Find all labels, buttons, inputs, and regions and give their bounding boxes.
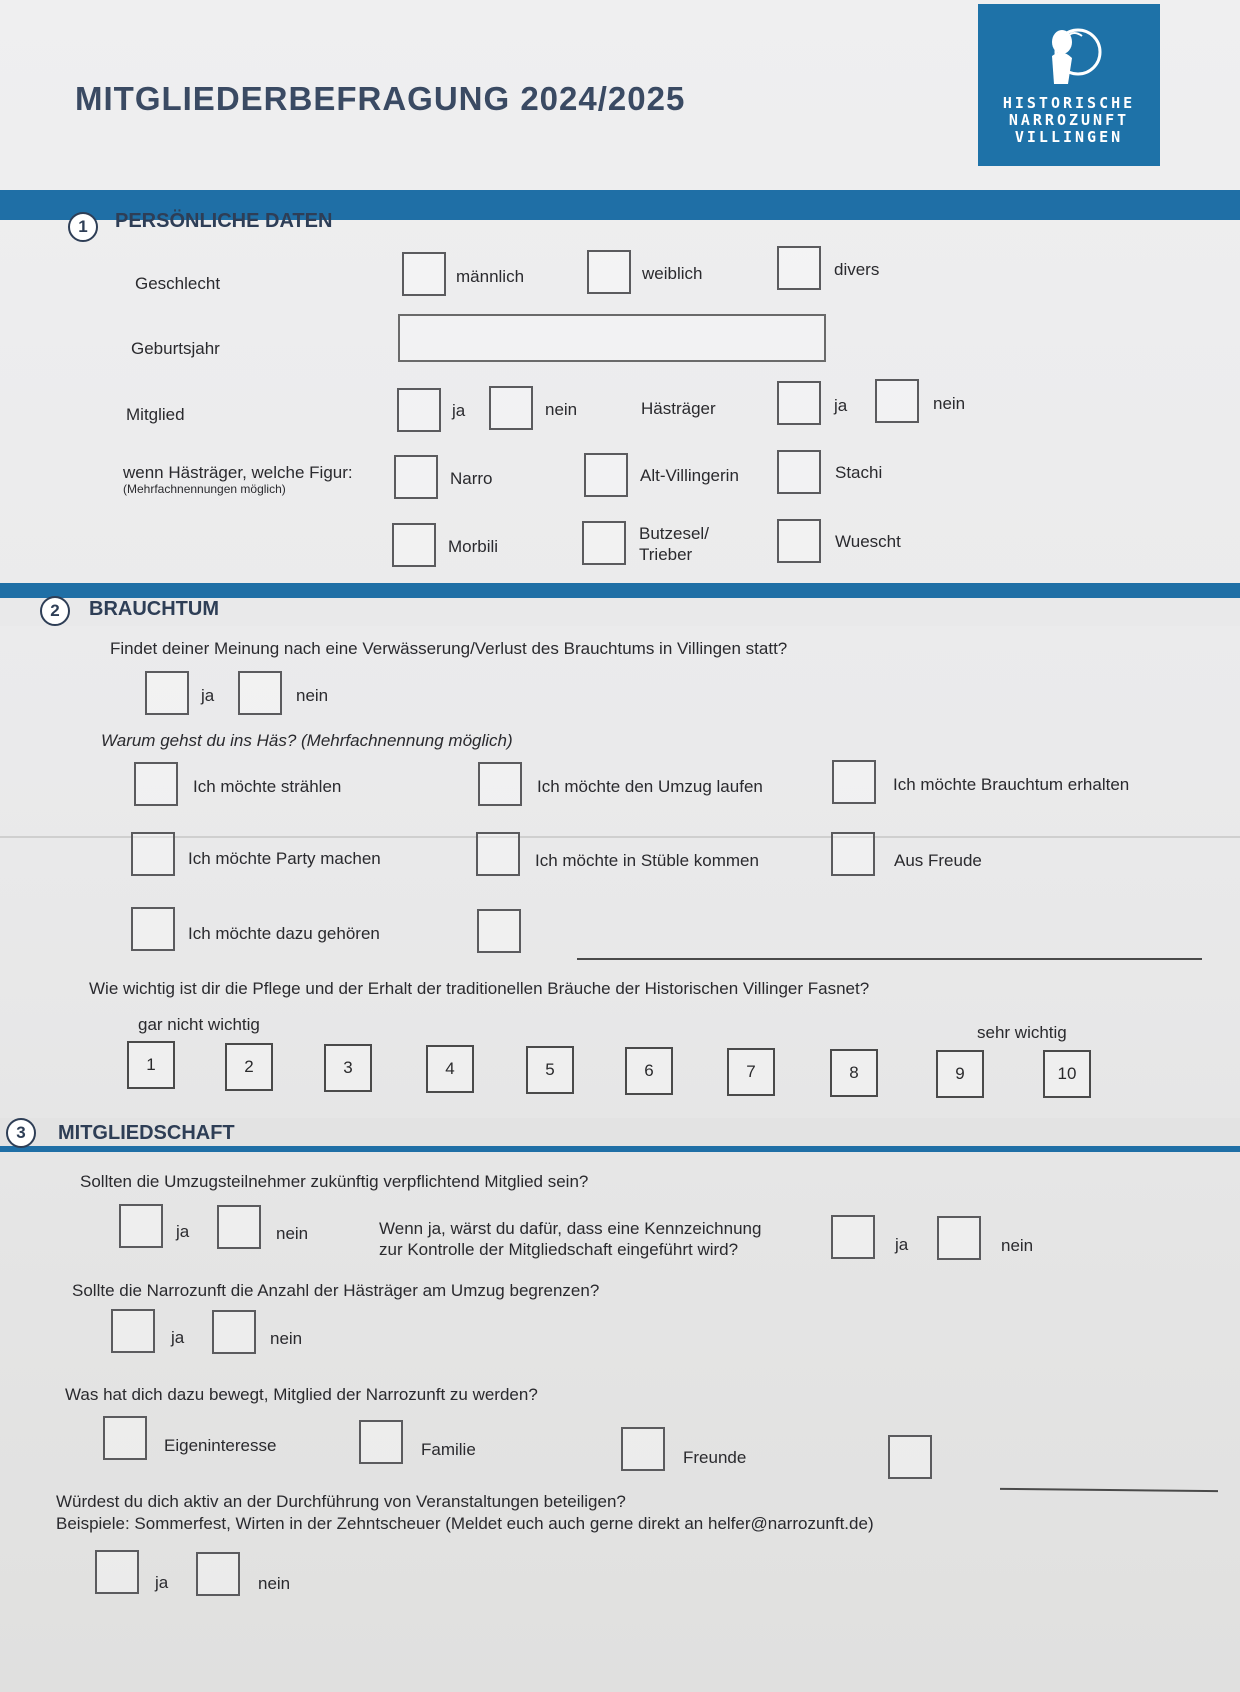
pflicht-nein-checkbox[interactable] <box>217 1205 261 1249</box>
divers-checkbox[interactable] <box>777 246 821 290</box>
section3-title: MITGLIEDSCHAFT <box>58 1122 235 1144</box>
stachi-label: Stachi <box>835 463 883 482</box>
straehlen-checkbox[interactable] <box>134 762 178 806</box>
kennzeichnung-ja-label: ja <box>895 1235 909 1254</box>
freunde-checkbox[interactable] <box>621 1427 665 1471</box>
haestraeger-ja-checkbox[interactable] <box>777 381 821 425</box>
scale-6-box[interactable]: 6 <box>625 1047 673 1095</box>
wichtigkeit-question: Wie wichtig ist dir die Pflege und der Erhalt der traditionellen Bräuche der Historischen Villinger Fasnet? <box>89 979 870 998</box>
mitglied-ja-checkbox[interactable] <box>397 388 441 432</box>
scale-9-box[interactable]: 9 <box>936 1050 984 1098</box>
narro-label: Narro <box>450 469 493 488</box>
scale-3-box[interactable]: 3 <box>324 1044 372 1092</box>
verlust-ja-label: ja <box>201 686 215 705</box>
other-reason-checkbox[interactable] <box>477 909 521 953</box>
begrenzen-nein-label: nein <box>270 1329 303 1348</box>
section2-title: BRAUCHTUM <box>89 598 219 620</box>
straehlen-label: Ich möchte strählen <box>193 777 342 796</box>
geburtsjahr-field[interactable] <box>398 314 826 362</box>
umzug-mitglied-question: Sollten die Umzugsteilnehmer zukünftig verpflichtend Mitglied sein? <box>80 1172 589 1191</box>
haestraeger-label: Hästräger <box>641 399 716 418</box>
verlust-nein-checkbox[interactable] <box>238 671 282 715</box>
section3-number: 3 <box>6 1118 36 1148</box>
scale-high-label: sehr wichtig <box>977 1023 1067 1042</box>
dazu-gehoeren-checkbox[interactable] <box>131 907 175 951</box>
weiblich-checkbox[interactable] <box>587 250 631 294</box>
stachi-checkbox[interactable] <box>777 450 821 494</box>
veranstaltungen-question: Würdest du dich aktiv an der Durchführung von Veranstaltungen beteiligen? <box>56 1492 626 1511</box>
kennzeichnung-ja-checkbox[interactable] <box>831 1215 875 1259</box>
alt-villingerin-label: Alt-Villingerin <box>640 466 739 485</box>
wuescht-label: Wuescht <box>835 532 901 551</box>
haestraeger-nein-label: nein <box>933 394 966 413</box>
scale-low-label: gar nicht wichtig <box>138 1015 260 1034</box>
scale-4-box[interactable]: 4 <box>426 1045 474 1093</box>
morbili-label: Morbili <box>448 537 499 556</box>
kennzeichnung-line1: Wenn ja, wärst du dafür, dass eine Kennzeichnung <box>379 1219 762 1238</box>
mitglied-nein-label: nein <box>545 400 578 419</box>
haestraeger-ja-label: ja <box>834 396 848 415</box>
other-motivation-checkbox[interactable] <box>888 1435 932 1479</box>
scale-2-box[interactable]: 2 <box>225 1043 273 1091</box>
scale-10-box[interactable]: 10 <box>1043 1050 1091 1098</box>
maennlich-label: männlich <box>456 267 525 286</box>
mitglied-ja-label: ja <box>452 401 466 420</box>
umzug-laufen-checkbox[interactable] <box>478 762 522 806</box>
wuescht-checkbox[interactable] <box>777 519 821 563</box>
pflicht-ja-label: ja <box>176 1222 190 1241</box>
figur-label: wenn Hästräger, welche Figur: <box>123 463 353 482</box>
umzug-laufen-label: Ich möchte den Umzug laufen <box>537 777 763 796</box>
section2-number: 2 <box>40 596 70 626</box>
narro-figure-icon <box>1038 22 1102 92</box>
begrenzen-ja-label: ja <box>171 1328 185 1347</box>
scale-5-box[interactable]: 5 <box>526 1046 574 1094</box>
alt-villingerin-checkbox[interactable] <box>584 453 628 497</box>
brauchtum-question1: Findet deiner Meinung nach eine Verwässerung/Verlust des Brauchtums in Villingen statt? <box>110 639 788 658</box>
dazu-gehoeren-label: Ich möchte dazu gehören <box>188 924 380 943</box>
aus-freude-label: Aus Freude <box>894 851 982 870</box>
figur-hint: (Mehrfachnennungen möglich) <box>123 482 286 496</box>
page-title: MITGLIEDERBEFRAGUNG 2024/2025 <box>75 80 686 117</box>
morbili-checkbox[interactable] <box>392 523 436 567</box>
geschlecht-label: Geschlecht <box>135 274 221 293</box>
section1-title: PERSÖNLICHE DATEN <box>115 210 333 232</box>
scale-1-box[interactable]: 1 <box>127 1041 175 1089</box>
mitglied-label: Mitglied <box>126 405 185 424</box>
veranstaltungen-examples: Beispiele: Sommerfest, Wirten in der Zehntscheuer (Meldet euch auch gerne direkt an helfer@narrozunft.de) <box>56 1514 874 1533</box>
butzesel-label: Butzesel/ <box>639 524 709 543</box>
motivation-question: Was hat dich dazu bewegt, Mitglied der Narrozunft zu werden? <box>65 1385 538 1404</box>
narrozunft-logo <box>978 4 1160 166</box>
veranstaltungen-nein-label: nein <box>258 1574 291 1593</box>
section1-number: 1 <box>68 212 98 242</box>
freunde-label: Freunde <box>683 1448 747 1467</box>
logo-line1: HISTORISCHE <box>1002 94 1136 112</box>
stueble-label: Ich möchte in Stüble kommen <box>535 851 759 870</box>
scale-7-box[interactable]: 7 <box>727 1048 775 1096</box>
paper-fold <box>0 836 1240 838</box>
logo-line3: VILLINGEN <box>1014 128 1124 146</box>
mitglied-nein-checkbox[interactable] <box>489 386 533 430</box>
kennzeichnung-line2: zur Kontrolle der Mitgliedschaft eingeführt wird? <box>379 1240 739 1259</box>
kennzeichnung-nein-label: nein <box>1001 1236 1034 1255</box>
veranstaltungen-ja-label: ja <box>155 1573 169 1592</box>
party-label: Ich möchte Party machen <box>188 849 381 868</box>
familie-label: Familie <box>421 1440 476 1459</box>
familie-checkbox[interactable] <box>359 1420 403 1464</box>
narro-checkbox[interactable] <box>394 455 438 499</box>
other-reason-line[interactable] <box>577 958 1202 960</box>
brauchtum-erhalten-label: Ich möchte Brauchtum erhalten <box>893 775 1130 794</box>
veranstaltungen-ja-checkbox[interactable] <box>95 1550 139 1594</box>
aus-freude-checkbox[interactable] <box>831 832 875 876</box>
brauchtum-erhalten-checkbox[interactable] <box>832 760 876 804</box>
logo-line2: NARROZUNFT <box>1008 111 1130 129</box>
stueble-checkbox[interactable] <box>476 832 520 876</box>
pflicht-ja-checkbox[interactable] <box>119 1204 163 1248</box>
trieber-label: Trieber <box>639 545 693 564</box>
eigeninteresse-label: Eigeninteresse <box>164 1436 277 1455</box>
butzesel-trieber-checkbox[interactable] <box>582 521 626 565</box>
haes-question: Warum gehst du ins Häs? (Mehrfachnennung möglich) <box>101 731 513 750</box>
begrenzen-question: Sollte die Narrozunft die Anzahl der Hästräger am Umzug begrenzen? <box>72 1281 600 1300</box>
verlust-ja-checkbox[interactable] <box>145 671 189 715</box>
party-checkbox[interactable] <box>131 832 175 876</box>
eigeninteresse-checkbox[interactable] <box>103 1416 147 1460</box>
veranstaltungen-nein-checkbox[interactable] <box>196 1552 240 1596</box>
kennzeichnung-nein-checkbox[interactable] <box>937 1216 981 1260</box>
divers-label: divers <box>834 260 880 279</box>
pflicht-nein-label: nein <box>276 1224 309 1243</box>
haestraeger-nein-checkbox[interactable] <box>875 379 919 423</box>
maennlich-checkbox[interactable] <box>402 252 446 296</box>
verlust-nein-label: nein <box>296 686 329 705</box>
weiblich-label: weiblich <box>642 264 703 283</box>
scale-8-box[interactable]: 8 <box>830 1049 878 1097</box>
geburtsjahr-label: Geburtsjahr <box>131 339 220 358</box>
begrenzen-nein-checkbox[interactable] <box>212 1310 256 1354</box>
begrenzen-ja-checkbox[interactable] <box>111 1309 155 1353</box>
